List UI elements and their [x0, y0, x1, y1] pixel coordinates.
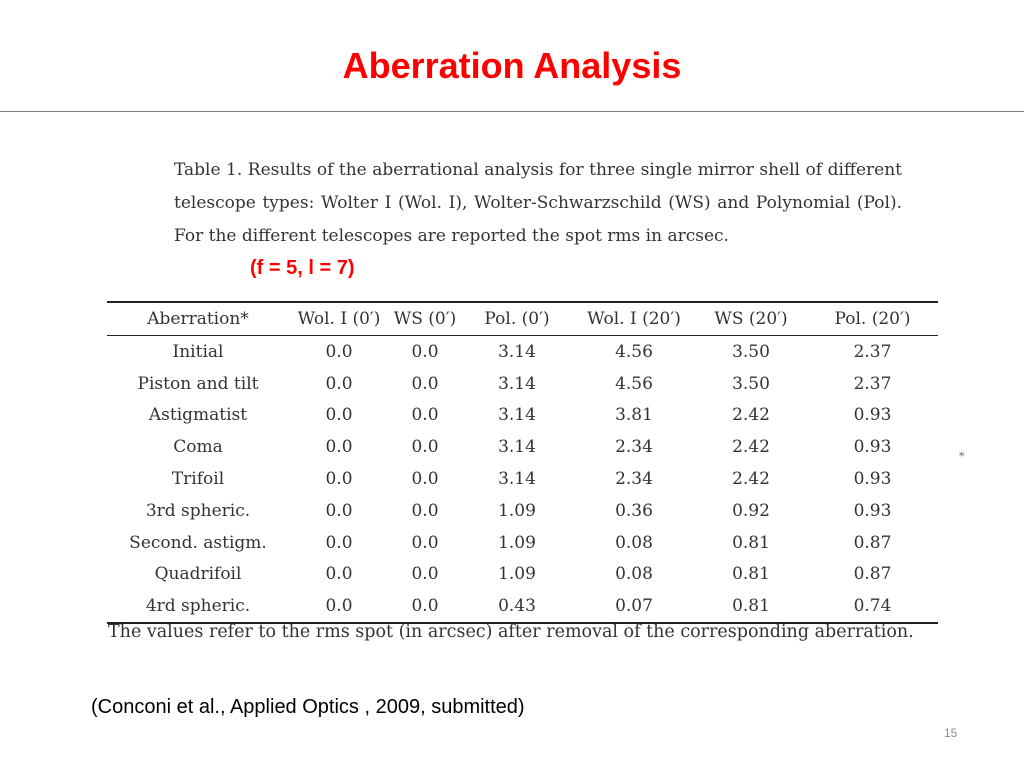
rms-value-cell: 0.93 [853, 500, 892, 521]
rms-value-cell: 0.93 [853, 437, 892, 458]
rms-value-cell: 0.07 [615, 596, 653, 617]
rms-value-cell: 0.81 [732, 532, 770, 553]
table-row [107, 559, 938, 591]
aberration-name-cell: Astigmatist [148, 405, 248, 426]
rms-value-cell: 0.93 [853, 405, 892, 426]
rms-value-cell: 2.37 [853, 341, 892, 362]
rms-value-cell: 0.36 [615, 500, 653, 521]
rms-value-cell: 0.0 [411, 405, 439, 426]
rms-value-cell: 3.14 [498, 469, 536, 490]
rms-value-cell: 0.0 [325, 532, 353, 553]
rms-value-cell: 1.09 [498, 564, 536, 585]
rms-value-cell: 2.34 [615, 437, 653, 458]
slide-title: Aberration Analysis [342, 45, 682, 86]
table-row [107, 431, 938, 463]
rms-value-cell: 3.81 [615, 405, 653, 426]
table-body [107, 336, 938, 624]
title-divider [0, 111, 1024, 112]
rms-value-cell: 0.0 [325, 373, 353, 394]
rms-value-cell: 0.87 [853, 564, 892, 585]
rms-value-cell: 0.0 [325, 437, 353, 458]
rms-value-cell: 3.14 [498, 373, 536, 394]
rms-value-cell: 2.37 [853, 373, 892, 394]
table-header-row [107, 302, 938, 336]
table-row [107, 368, 938, 400]
header-pol-0: Pol. (0′) [484, 309, 550, 329]
rms-value-cell: 3.50 [732, 373, 770, 394]
rms-value-cell: 1.09 [498, 500, 536, 521]
aberration-name-cell: 3rd spheric. [145, 500, 251, 521]
rms-value-cell: 0.0 [411, 596, 439, 617]
rms-value-cell: 0.0 [325, 564, 353, 585]
rms-value-cell: 0.0 [325, 469, 353, 490]
rms-value-cell: 0.0 [411, 437, 439, 458]
header-wol1-0: Wol. I (0′) [297, 309, 381, 329]
header-aberration: Aberration* [147, 309, 249, 329]
header-pol-20: Pol. (20′) [834, 309, 911, 329]
table-row [107, 527, 938, 559]
aberration-name-cell: Trifoil [171, 469, 225, 490]
aberration-name-cell: 4rd spheric. [145, 596, 251, 617]
aberration-name-cell: Quadrifoil [154, 564, 242, 585]
table-caption: Table 1. Results of the aberrational analysis for three single mirror shell of different telescope types: Wolter I (Wol. I), Wolter-Schwarzschild (WS) and Polynomial (Pol). For the different telescopes are reported the spot rms in arcsec. [174, 160, 902, 246]
rms-value-cell: 0.87 [853, 532, 892, 553]
rms-value-cell: 4.56 [615, 373, 653, 394]
rms-value-cell: 0.0 [325, 405, 353, 426]
rms-value-cell: 0.0 [325, 500, 353, 521]
rms-value-cell: 0.0 [411, 373, 439, 394]
rms-value-cell: 0.0 [411, 564, 439, 585]
rms-value-cell: 4.56 [615, 341, 653, 362]
rms-value-cell: 0.0 [325, 341, 353, 362]
aberration-name-cell: Second. astigm. [129, 532, 267, 553]
aberration-name-cell: Coma [173, 437, 223, 458]
rms-value-cell: 0.81 [732, 596, 770, 617]
rms-value-cell: 0.0 [411, 532, 439, 553]
focal-length-note: (f = 5, l = 7) [250, 257, 355, 279]
rms-value-cell: 3.14 [498, 341, 536, 362]
table-row [107, 495, 938, 527]
header-ws-20: WS (20′) [714, 309, 788, 329]
rms-value-cell: 2.42 [732, 437, 770, 458]
rms-value-cell: 1.09 [498, 532, 536, 553]
page-number: 15 [944, 726, 958, 740]
rms-value-cell: 0.0 [411, 469, 439, 490]
header-ws-0: WS (0′) [393, 309, 457, 329]
rms-value-cell: 0.0 [411, 500, 439, 521]
table-row [107, 336, 938, 368]
aberration-table [107, 301, 938, 624]
rms-value-cell: 2.42 [732, 469, 770, 490]
aberration-name-cell: Piston and tilt [137, 373, 259, 394]
rms-value-cell: 0.93 [853, 469, 892, 490]
rms-value-cell: 0.08 [615, 564, 653, 585]
rms-value-cell: 0.0 [411, 341, 439, 362]
rms-value-cell: 0.43 [498, 596, 536, 617]
rms-value-cell: 0.08 [615, 532, 653, 553]
header-wol1-20: Wol. I (20′) [587, 309, 681, 329]
aberration-name-cell: Initial [172, 341, 224, 362]
rms-value-cell: 3.14 [498, 405, 536, 426]
rms-value-cell: 3.50 [732, 341, 770, 362]
rms-value-cell: 0.92 [732, 500, 770, 521]
rms-value-cell: 0.74 [853, 596, 892, 617]
rms-value-cell: 3.14 [498, 437, 536, 458]
rms-value-cell: 0.81 [732, 564, 770, 585]
rms-value-cell: 2.34 [615, 469, 653, 490]
rms-value-cell: 2.42 [732, 405, 770, 426]
rms-value-cell: 0.0 [325, 596, 353, 617]
table-row [107, 463, 938, 495]
asterisk-mark: * [959, 450, 965, 463]
table-row [107, 590, 938, 623]
table-footnote: The values refer to the rms spot (in arcsec) after removal of the corresponding aberration. [108, 622, 914, 642]
citation: (Conconi et al., Applied Optics , 2009, submitted) [91, 696, 525, 718]
table-row [107, 400, 938, 432]
